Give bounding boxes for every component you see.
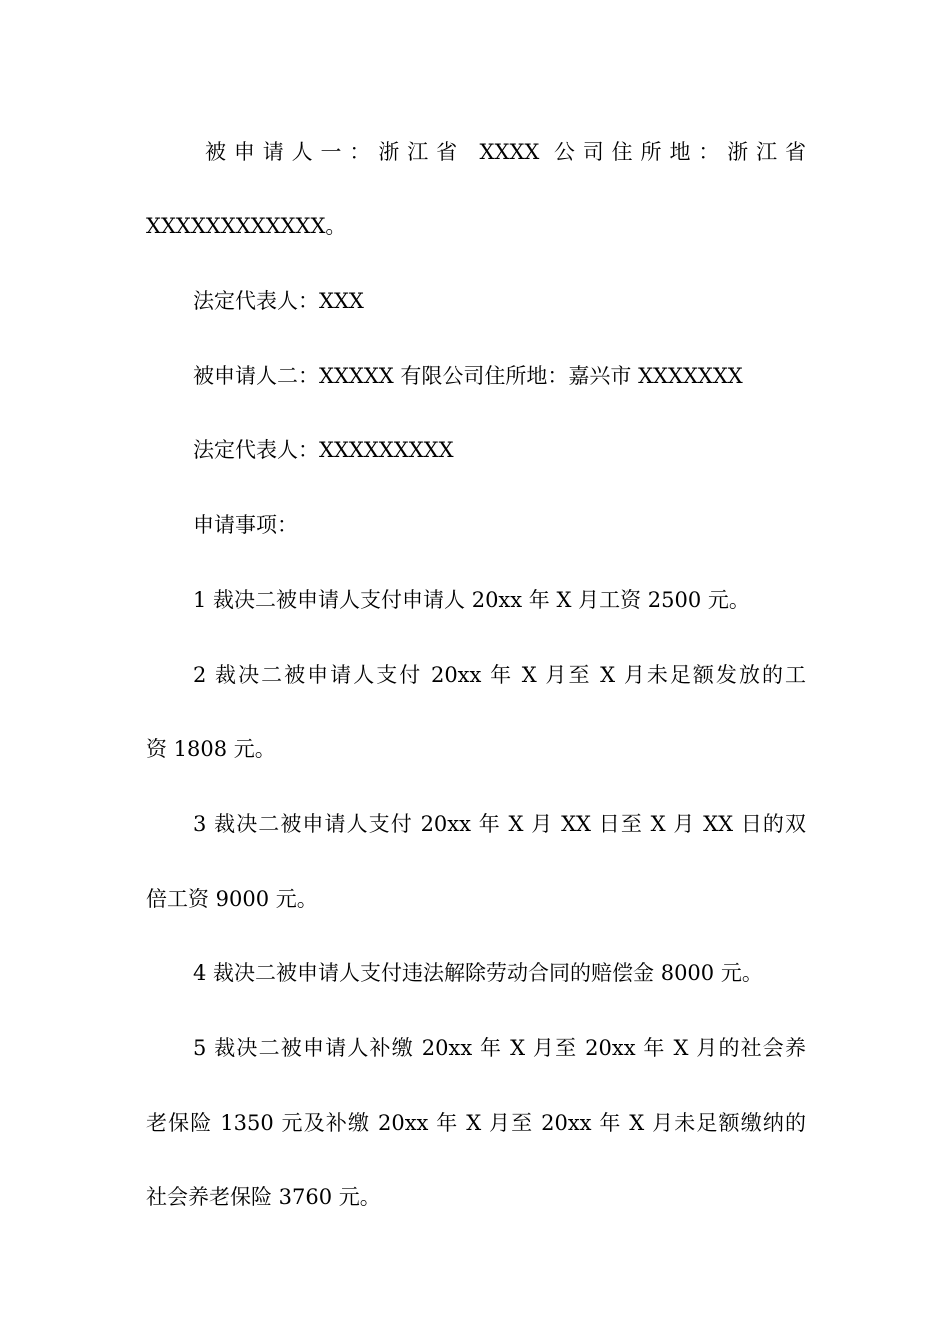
claim-3-line1: 3 裁决二被申请人支付 20xx 年 X 月 XX 日至 X 月 XX 日的双 <box>193 812 806 836</box>
claim-3-line2: 倍工资 9000 元。 <box>146 887 318 911</box>
claim-1: 1 裁决二被申请人支付申请人 20xx 年 X 月工资 2500 元。 <box>193 588 750 612</box>
claim-5-line3: 社会养老保险 3760 元。 <box>146 1185 381 1209</box>
respondent1-line2: XXXXXXXXXXXX。 <box>146 214 347 238</box>
respondent2: 被申请人二：XXXXX 有限公司住所地：嘉兴市 XXXXXXX <box>193 364 743 388</box>
claim-2-line1: 2 裁决二被申请人支付 20xx 年 X 月至 X 月未足额发放的工 <box>193 663 806 687</box>
claim-4: 4 裁决二被申请人支付违法解除劳动合同的赔偿金 8000 元。 <box>193 961 763 985</box>
respondent1-line1: 被申请人一：浙江省 XXXX 公司住所地：浙江省 <box>205 140 806 164</box>
legal-representative-1: 法定代表人：XXX <box>193 289 364 313</box>
claim-5-line2: 老保险 1350 元及补缴 20xx 年 X 月至 20xx 年 X 月未足额缴纳的 <box>146 1111 806 1135</box>
claims-heading: 申请事项： <box>193 513 298 537</box>
claim-2-line2: 资 1808 元。 <box>146 737 276 761</box>
legal-representative-2: 法定代表人：XXXXXXXXX <box>193 438 454 462</box>
claim-5-line1: 5 裁决二被申请人补缴 20xx 年 X 月至 20xx 年 X 月的社会养 <box>193 1036 806 1060</box>
